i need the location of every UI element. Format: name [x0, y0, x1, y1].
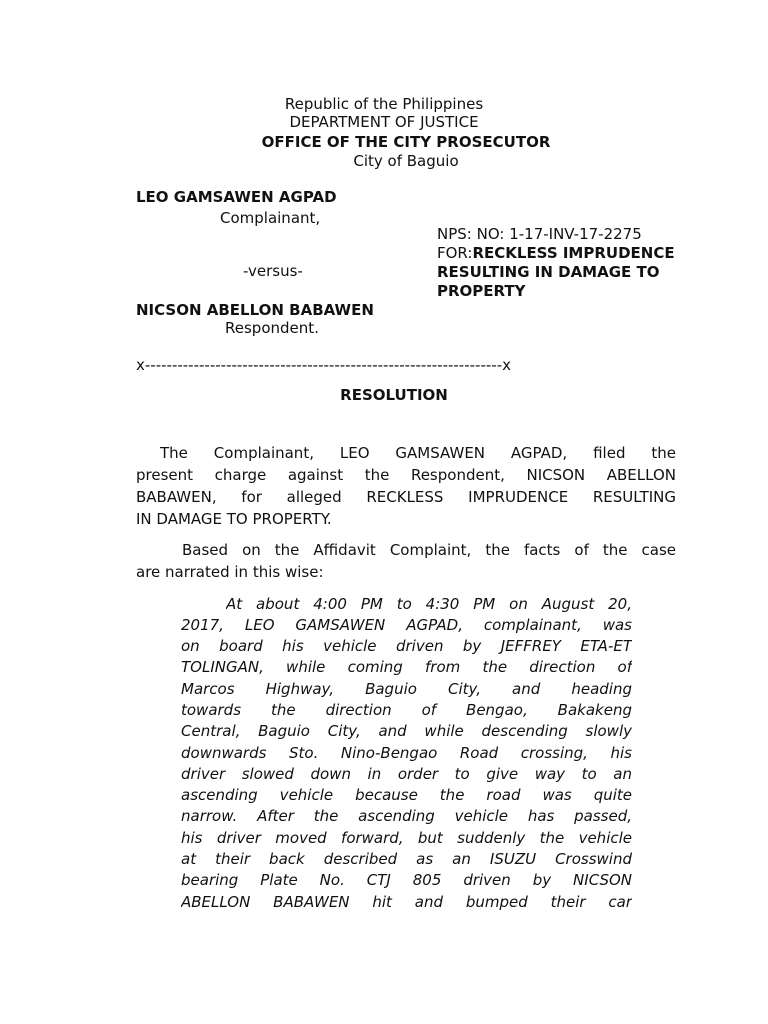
versus-label: -versus- — [243, 262, 303, 280]
quote-line-8: downwards Sto. Nino-Bengao Road crossing, his — [181, 744, 632, 762]
quote-line-2: 2017, LEO GAMSAWEN AGPAD, complainant, was — [181, 616, 632, 634]
quote-line-15: ABELLON BABAWEN hit and bumped their car — [181, 893, 632, 911]
para1-line-2: present charge against the Respondent, NICSON ABELLON — [136, 466, 676, 484]
charge-line-1 — [437, 243, 675, 264]
para1-line-1: The Complainant, LEO GAMSAWEN AGPAD, filed the — [160, 444, 676, 462]
quote-line-10: ascending vehicle because the road was quite — [181, 786, 632, 804]
quote-line-14: bearing Plate No. CTJ 805 driven by NICSON — [181, 871, 632, 889]
complainant-role: Complainant, — [220, 209, 321, 227]
caption-divider: x------------------------------------------------------------------x — [136, 356, 511, 374]
quote-line-9: driver slowed down in order to give way to an — [181, 765, 632, 783]
for-label: FOR: — [437, 244, 473, 262]
quote-line-13: at their back described as an ISUZU Crosswind — [181, 850, 632, 868]
case-number: NPS: NO: 1-17-INV-17-2275 — [437, 225, 642, 243]
header-city: City of Baguio — [353, 152, 459, 170]
header-office: OFFICE OF THE CITY PROSECUTOR — [261, 133, 551, 151]
respondent-name: NICSON ABELLON BABAWEN — [136, 301, 374, 319]
header-department: DEPARTMENT OF JUSTICE — [289, 113, 479, 131]
resolution-title: RESOLUTION — [340, 386, 448, 404]
complainant-name: LEO GAMSAWEN AGPAD — [136, 188, 337, 206]
para1-line-4: IN DAMAGE TO PROPERTY. — [136, 510, 332, 528]
quote-line-6: towards the direction of Bengao, Bakakeng — [181, 701, 632, 719]
para2-line-2: are narrated in this wise: — [136, 563, 324, 581]
quote-line-4: TOLINGAN, while coming from the direction of — [181, 658, 632, 676]
respondent-role: Respondent. — [225, 319, 319, 337]
quote-line-5: Marcos Highway, Baguio City, and heading — [181, 680, 632, 698]
para2-line-1: Based on the Affidavit Complaint, the facts of the case — [182, 541, 676, 559]
quote-line-7: Central, Baguio City, and while descending slowly — [181, 722, 632, 740]
para1-line-3: BABAWEN, for alleged RECKLESS IMPRUDENCE RESULTING — [136, 488, 676, 506]
quote-line-3: on board his vehicle driven by JEFFREY ETA-ET — [181, 637, 632, 655]
header-republic: Republic of the Philippines — [284, 95, 484, 113]
quote-line-12: his driver moved forward, but suddenly the vehicle — [181, 829, 632, 847]
charge-line-2: RESULTING IN DAMAGE TO — [437, 263, 660, 281]
quote-line-11: narrow. After the ascending vehicle has passed, — [181, 807, 632, 825]
charge-text-1: RECKLESS IMPRUDENCE — [472, 244, 675, 262]
charge-line-3: PROPERTY — [437, 282, 526, 300]
quote-line-1: At about 4:00 PM to 4:30 PM on August 20, — [226, 595, 632, 613]
